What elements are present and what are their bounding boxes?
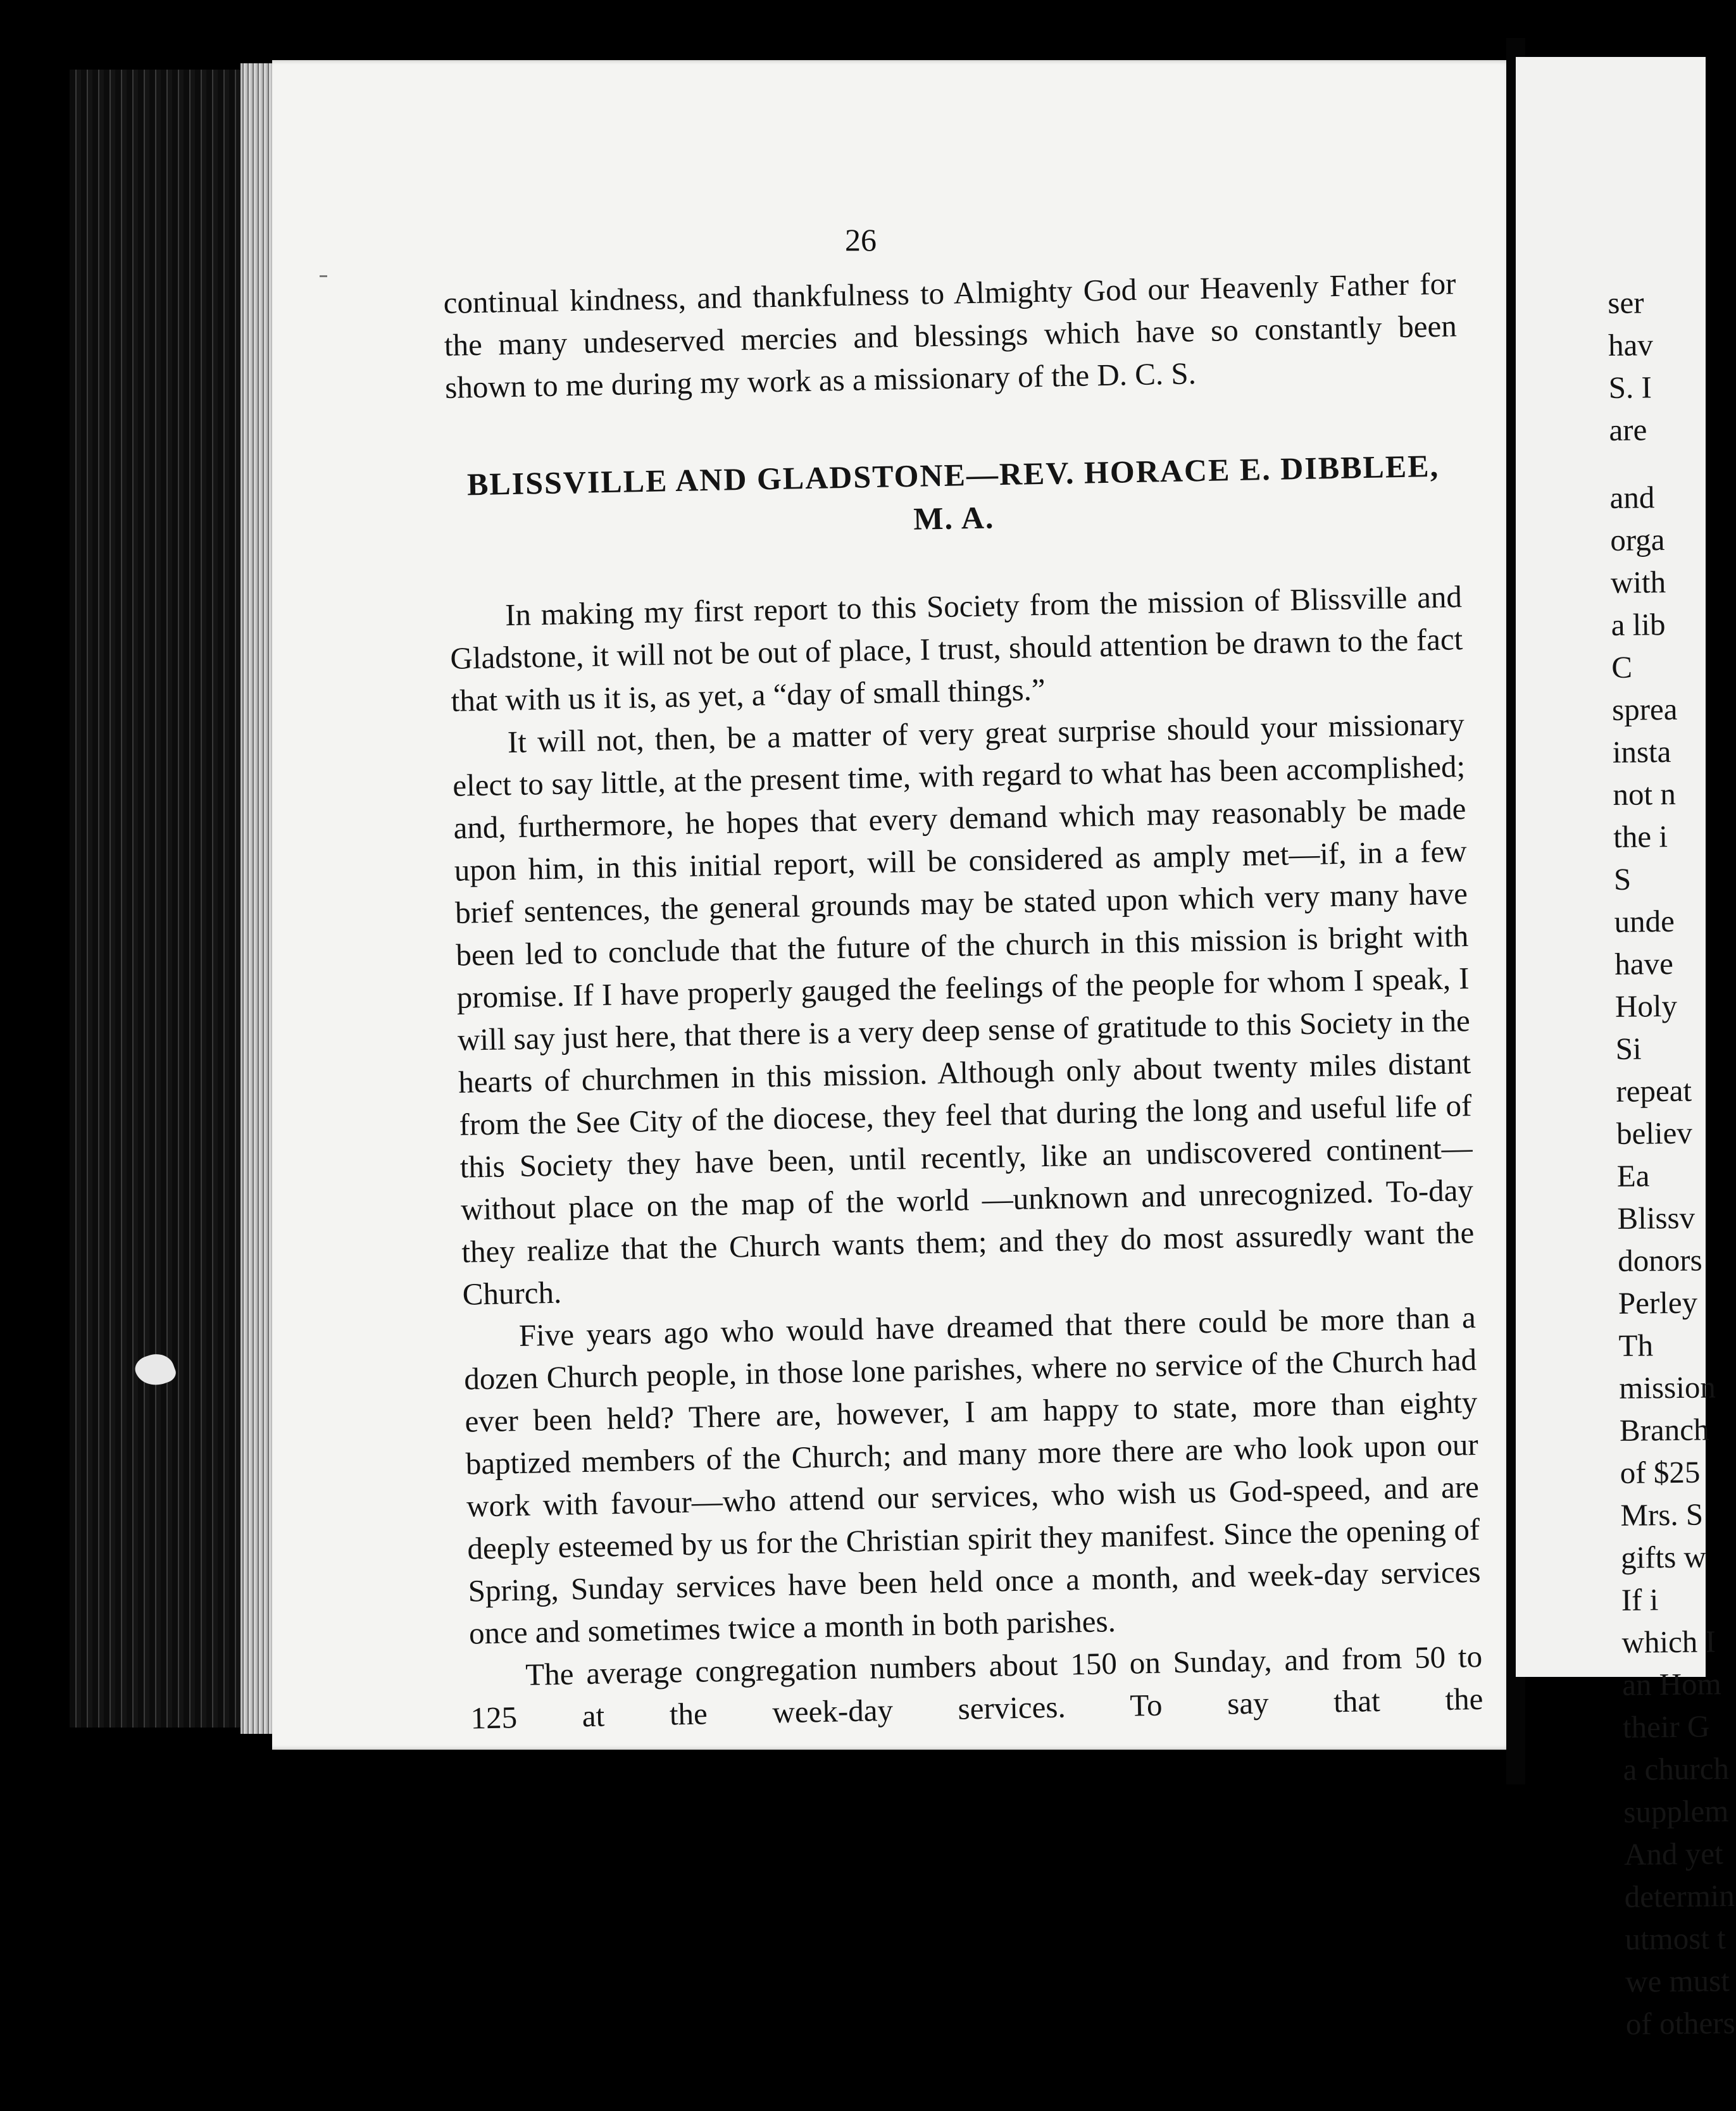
right-fragment: And yet: [1623, 1836, 1723, 1872]
right-fragment: orga: [1609, 522, 1665, 557]
right-fragment: with: [1610, 564, 1666, 600]
left-page-text: [443, 262, 1483, 1739]
body-paragraph-2: It will not, then, be a matter of very great surprise should your missionary elect to say little, at the present time, with regard to what has been accomplished; and, furthermore, he hopes that every demand which may reasonably be made upon him, in this initial report, will be considered as amply met—if, in a few brief sentences, the general grounds may be stated upon which very many have been led to conclude that the future of the church in this mission is bright with promise. If I have properly gauged the feelings of the people for whom I speak, I will say just here, that there is a very deep sense of gratitude to this Society in the hearts of churchmen in this mission. Although only about twenty miles distant from the See City of the diocese, they feel that during the long and useful life of this Society they have been, until recently, like an undiscovered continent—without place on the map of the world —unknown and unrecognized. To-day they realize that the Church wants them; and they do most assuredly want the Church.: [452, 706, 1475, 1312]
right-fragment: mission: [1619, 1369, 1716, 1405]
right-fragment: donors: [1617, 1242, 1702, 1278]
right-fragment: ser: [1608, 285, 1644, 320]
right-fragment: unde: [1614, 903, 1675, 939]
body-paragraph-3: Five years ago who would have dreamed that there could be more than a dozen Church people, in those lone parishes, where no service of the Church had ever been held? There are, however, I am happy to state, more than eighty baptized members of the Church; and many more there are who look upon our work with favour—who attend our services, who wish us God-speed, and are deeply esteemed by us for the Christian spirit they manifest. Since the opening of Spring, Sunday services have been held once a month, and week-day services once and sometimes twice a month in both parishes.: [463, 1299, 1481, 1651]
right-fragment-gap: [1609, 450, 1720, 476]
right-fragment: an Hom: [1621, 1666, 1722, 1702]
right-fragment: Holy: [1614, 988, 1678, 1024]
right-fragment: we must: [1625, 1963, 1730, 1999]
right-fragment: and: [1609, 480, 1655, 515]
right-fragment: Si: [1615, 1031, 1642, 1066]
right-fragment: supplem: [1623, 1793, 1729, 1829]
right-fragment: have: [1614, 945, 1674, 981]
right-fragment: S: [1613, 861, 1632, 897]
right-fragment: of $25: [1620, 1454, 1701, 1490]
right-fragment: believ: [1616, 1115, 1693, 1151]
right-fragment: Perley: [1618, 1285, 1698, 1321]
right-fragment: are: [1609, 412, 1647, 447]
right-fragment: utmost t: [1625, 1921, 1726, 1957]
right-fragment: a church: [1623, 1751, 1730, 1787]
section-heading: BLISSVILLE AND GLADSTONE—REV. HORACE E. DIBBLEE, M. A.: [466, 447, 1440, 537]
right-fragment: hav: [1608, 327, 1654, 363]
body-paragraph-4: The average congregation numbers about 150 on Sunday, and from 50 to 125 at the week-day services. To say that the: [470, 1638, 1483, 1736]
right-fragment: their G: [1622, 1709, 1710, 1745]
right-fragment: S. I: [1608, 370, 1652, 405]
right-fragment: Branch: [1619, 1412, 1709, 1448]
right-fragment: sprea: [1611, 691, 1678, 727]
right-fragment: determin: [1624, 1878, 1735, 1914]
right-fragment: C: [1611, 649, 1633, 685]
right-fragment: If i: [1621, 1582, 1659, 1617]
body-paragraph-1: In making my first report to this Society from the mission of Blissville and Gladstone, it will not be out of place, I trust, should attention be drawn to the fact that with us it is, as yet, a “day of small things.”: [449, 579, 1463, 718]
right-fragment: Th: [1618, 1328, 1654, 1363]
right-fragment: repeat: [1616, 1073, 1692, 1109]
continuation-paragraph: continual kindness, and thankfulness to Almighty God our Heavenly Father for the many undeserved mercies and blessings which have so constantly been shown to me during my work as a missionary of the D. C. S.: [443, 266, 1458, 405]
right-fragment: a lib: [1611, 607, 1666, 642]
right-fragment: the i: [1613, 819, 1668, 854]
right-page-text-fragments: [1608, 280, 1736, 2045]
right-fragment: Ea: [1616, 1158, 1650, 1193]
right-fragment: Blissv: [1617, 1200, 1695, 1236]
right-fragment: of others: [1625, 2005, 1735, 2041]
margin-mark: [320, 275, 327, 277]
right-fragment: not n: [1613, 776, 1677, 812]
right-fragment: insta: [1612, 733, 1671, 769]
right-fragment: gifts w: [1620, 1539, 1707, 1575]
right-fragment: Mrs. S: [1620, 1497, 1704, 1533]
right-fragment: which I: [1621, 1624, 1716, 1660]
page-number: 26: [845, 222, 877, 258]
